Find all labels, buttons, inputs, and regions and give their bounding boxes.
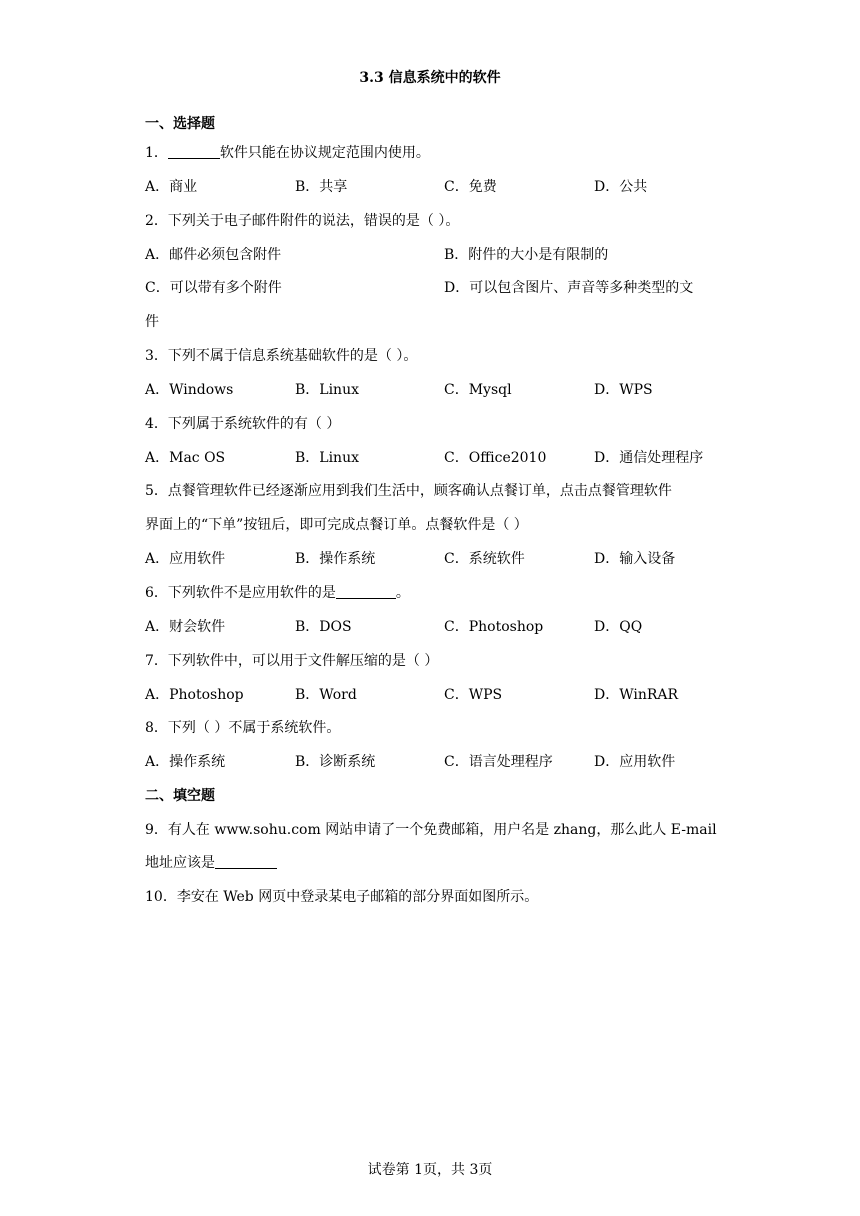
q7-option-c: C．WPS	[444, 687, 503, 703]
q1-option-a: A．商业	[145, 179, 198, 195]
question-5-line-2: 界面上的“下单”按钮后，即可完成点餐订单。点餐软件是（ ）	[145, 517, 528, 533]
q1-option-c: C．免费	[444, 179, 497, 195]
q4-option-c: C．Office2010	[444, 450, 547, 466]
q8-option-d: D．应用软件	[594, 754, 676, 770]
section-heading-choice: 一、选择题	[145, 116, 215, 132]
question-7: 7．下列软件中，可以用于文件解压缩的是（ ）	[145, 653, 439, 669]
q2-option-b: B．附件的大小是有限制的	[444, 247, 609, 263]
question-9-line-2	[145, 852, 720, 872]
page-title: 3.3 信息系统中的软件	[359, 70, 501, 86]
question-end: 。	[395, 585, 410, 601]
q6-option-d: D．QQ	[594, 619, 643, 635]
question-1	[145, 142, 720, 162]
q2-option-d-continued: 件	[145, 314, 159, 330]
question-9-line-1: 9．有人在 www.sohu.com 网站申请了一个免费邮箱，用户名是 zhang，那么此人 E-mail	[145, 822, 717, 838]
question-4: 4．下列属于系统软件的有（ ）	[145, 416, 341, 432]
q2-option-d: D．可以包含图片、声音等多种类型的文	[444, 280, 694, 296]
q8-option-c: C．语言处理程序	[444, 754, 553, 770]
section-heading-fill: 二、填空题	[145, 788, 215, 804]
q1-option-d: D．公共	[594, 179, 648, 195]
answer-blank	[215, 854, 277, 869]
q5-option-a: A．应用软件	[145, 551, 226, 567]
q1-option-b: B．共享	[295, 179, 348, 195]
question-2: 2．下列关于电子邮件附件的说法，错误的是（ ）。	[145, 213, 460, 229]
q5-option-b: B．操作系统	[295, 551, 376, 567]
q7-option-b: B．Word	[295, 687, 357, 703]
question-10: 10．李安在 Web 网页中登录某电子邮箱的部分界面如图所示。	[145, 889, 539, 905]
q6-option-b: B．DOS	[295, 619, 352, 635]
q5-option-d: D．输入设备	[594, 551, 676, 567]
q4-option-a: A．Mac OS	[145, 450, 226, 466]
page-footer: 试卷第 1页，共 3页	[367, 1162, 493, 1178]
q5-option-c: C．系统软件	[444, 551, 525, 567]
q3-option-c: C．Mysql	[444, 382, 512, 398]
question-3: 3．下列不属于信息系统基础软件的是（ ）。	[145, 348, 418, 364]
q2-option-c: C．可以带有多个附件	[145, 280, 282, 296]
q7-option-d: D．WinRAR	[594, 687, 679, 703]
question-5-line-1: 5．点餐管理软件已经逐渐应用到我们生活中，顾客确认点餐订单，点击点餐管理软件	[145, 483, 672, 499]
question-text: 地址应该是	[145, 855, 215, 871]
answer-blank	[168, 144, 220, 159]
answer-blank	[336, 584, 396, 599]
q4-option-b: B．Linux	[295, 450, 359, 466]
q2-option-a: A．邮件必须包含附件	[145, 247, 282, 263]
q8-option-a: A．操作系统	[145, 754, 226, 770]
q3-option-d: D．WPS	[594, 382, 653, 398]
question-8: 8．下列（ ）不属于系统软件。	[145, 720, 341, 736]
q7-option-a: A．Photoshop	[145, 687, 244, 703]
q4-option-d: D．通信处理程序	[594, 450, 704, 466]
q3-option-b: B．Linux	[295, 382, 359, 398]
q3-option-a: A．Windows	[145, 382, 234, 398]
q8-option-b: B．诊断系统	[295, 754, 376, 770]
q6-option-c: C．Photoshop	[444, 619, 544, 635]
question-6	[145, 582, 720, 602]
question-number: 1．	[145, 145, 168, 161]
question-text: 6．下列软件不是应用软件的是	[145, 585, 336, 601]
question-text: 软件只能在协议规定范围内使用。	[219, 145, 430, 161]
q6-option-a: A．财会软件	[145, 619, 226, 635]
